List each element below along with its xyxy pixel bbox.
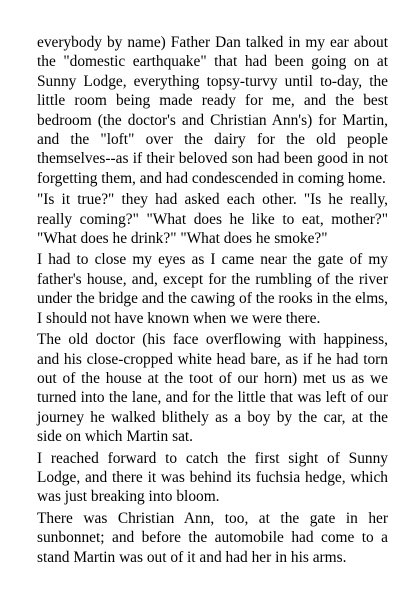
paragraph-close-my-eyes: I had to close my eyes as I came near the gate of my father's house, and, except for the rumbling of the river under the bridge and the cawing of the rooks in the elms, I should not have known when we were there. xyxy=(37,251,388,327)
paragraph-christian-ann: There was Christian Ann, too, at the gate in her sunbonnet; and before the automobile had come to a stand Martin was out of it and had her in his arms. xyxy=(37,509,388,566)
book-page-text xyxy=(37,33,388,567)
paragraph-sunny-lodge: I reached forward to catch the first sight of Sunny Lodge, and there it was behind its fuchsia hedge, which was just breaking into bloom. xyxy=(37,449,388,506)
paragraph-old-doctor: The old doctor (his face overflowing with happiness, and his close-cropped white head bare, as if he had torn out of the house at the toot of our horn) met us as we turned into the lane, and for the little that was left of our journey he walked blithely as a boy by the car, at the side on which Martin sat. xyxy=(37,331,388,446)
paragraph-father-dan: everybody by name) Father Dan talked in my ear about the "domestic earthquake" that had been going on at Sunny Lodge, everything topsy-turvy until to-day, the little room being made ready for me, and the best bedroom (the doctor's and Christian Ann's) for Martin, and the "loft" over the dairy for the old people themselves--as if their beloved son had been good in not forgetting them, and had condescended in coming home. xyxy=(37,34,388,187)
paragraph-is-it-true: "Is it true?" they had asked each other. "Is he really, really coming?" "What does he like to eat, mother?" "What does he drink?" "What does he smoke?" xyxy=(37,191,388,248)
